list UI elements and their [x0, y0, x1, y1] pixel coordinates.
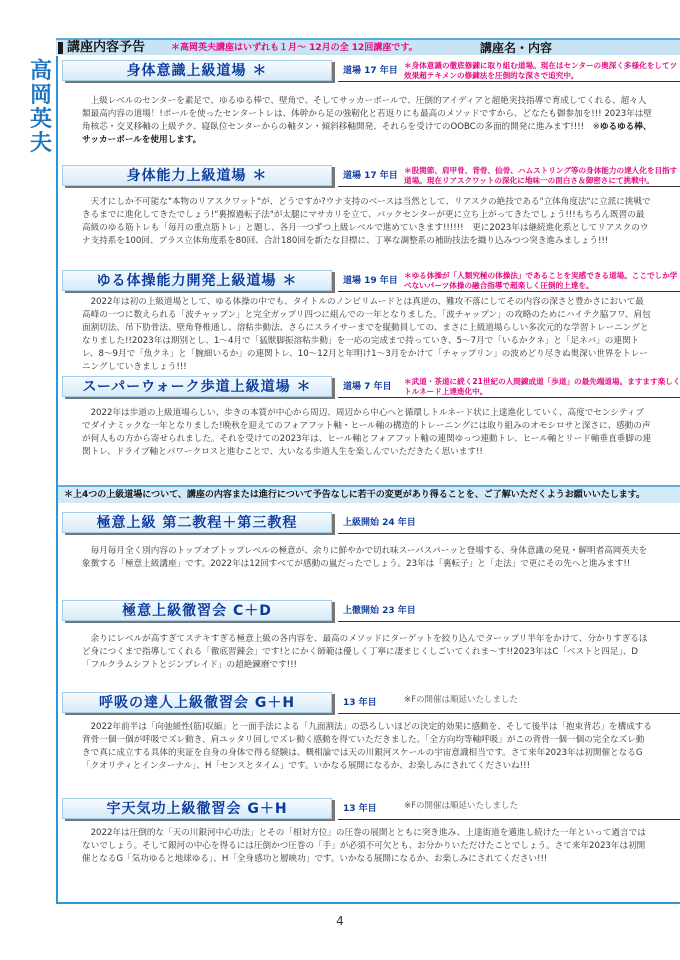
- course-body: 毎月毎月全く別内容のトップオブトップレベルの極意が、余りに鮮やかで切れ味スーパスパーッと登場する、身体意識の発見・解明者高岡英夫を象徴する「極意上級講座」です。2022年は12回すべてが感動の嵐だったでしょう。23年は「裏転子」と「走法」で更にその先へと進みます!!: [82, 546, 648, 569]
- page-title: 講座内容予告: [67, 40, 146, 55]
- course-section: [58, 512, 680, 592]
- course-body: 天才にしか不可能な"本物のリアスクワット"が、どうですか?ウナ支持のベースは当然として、リアスクの絶技である"立体角度法"に立派に挑戦できるまでに進化してきたでしょう!"裏擦過転子法"が太腿にマサカリを立て、バックセンターが更に立ち上がってきたでしょう!!!もちろん既習の最高級のゆる筋トレも「毎月の重点筋トレ」と題し、各月一つずつ上級レベルで進めていきます!!!!!! 更に2023年は継続進化系としてリアスクのウナ支持系を100回、プラス立体角度系を80回、合計180回を新たな目標に、丁寧な調整系の補助技法を織り込みつつ突き進みましょう!!!: [82, 197, 651, 246]
- instructor-name-char: 夫: [29, 131, 52, 156]
- course-title: 呼吸の達人上級徹習会 G＋H: [98, 695, 296, 711]
- course-desc: ＊ゆる体操が「人類究極の体操法」であることを実感できる道場。ここでしか学べないパーツ体操の融合指導で超楽しく圧倒的上達を。: [404, 271, 678, 290]
- course-section: [58, 600, 680, 680]
- course-desc: ※Fの開催は順延いたしました: [404, 801, 519, 811]
- course-section: [58, 376, 680, 480]
- course-years: 上級開始 24 年目: [343, 518, 416, 528]
- instructor-name-char: 高: [29, 59, 52, 84]
- content-frame-bottom: [56, 902, 680, 904]
- course-years: 道場 17 年目: [343, 171, 398, 181]
- course-desc: ＊股関節、肩甲骨、背骨、仙骨、ハムストリング等の身体能力の達人化を目指す道場。現在リアスクワットの深化に地味一の面白さ＆御密さにて挑戦中。: [404, 166, 678, 185]
- course-body: 2022年は圧倒的な「天の川銀河中心功法」とその「相対方位」の圧巻の展開とともに突き進み、上達街道を邁進し続けた一年といって過言ではないでしょう。そして銀河の中心を得るには圧倒かつ圧巻の「手」が必須不可欠とも、お分かりいただけたことでしょう。さて来年2023年は初開催となるG「気功ゆると地球ゆる」、H「全身感功と層映功」です。いかなる展開になるか、お楽しみにされてください!!!: [82, 828, 646, 864]
- course-body: [82, 95, 652, 147]
- course-title: 身体意識上級道場 ＊: [126, 63, 268, 79]
- course-years: 13 年目: [343, 698, 377, 708]
- course-title-box: [62, 798, 332, 819]
- instructor-name-char: 岡: [29, 83, 52, 108]
- change-notice-text: ＊上4つの上級道場について、講座の内容または進行について予告なしに若干の変更があり得ることを、ご了解いただくようお願いいたします。: [64, 490, 646, 500]
- change-notice: [58, 485, 680, 503]
- course-years: 13 年目: [343, 804, 377, 814]
- course-section: [58, 165, 680, 265]
- course-title-box: [62, 512, 332, 533]
- course-section: [58, 798, 680, 898]
- course-title-box: [62, 60, 332, 81]
- course-title-box: [62, 165, 332, 186]
- course-title-box: [62, 270, 332, 291]
- course-title-box: [62, 692, 332, 713]
- column-label: 講座名・内容: [480, 41, 553, 55]
- header-marker: [58, 42, 63, 54]
- course-years: 道場 7 年目: [343, 382, 392, 392]
- course-title: 身体能力上級道場 ＊: [126, 168, 268, 184]
- course-section: [58, 270, 680, 374]
- course-desc: ※Fの開催は順延いたしました: [404, 695, 519, 705]
- course-body: 2022年前半は「向弛緩性(筋)収縮」と一面手法による「九面割法」の恐ろしいほどの決定的効果に感動を、そして後半は「抱束背芯」を構成する背骨一個一個が呼吸でズレ動き、肩ユッタリ回しでズレ動く感動を得ていただきました。「全方向均等軸呼吸」がこの背骨一個一個の完全なズレ動きで真に成立する具体的実証を自身の身体で得る経験は、概相論では天の川銀河スケールの宇宙意識相当です。さて来年2023年は初開催となるG「クオリティとインターナル」、H「センスとタイム」です。いかなる展開になるか、お楽しみにされてくださいね!!!: [82, 722, 652, 771]
- course-years: 上徹開始 23 年目: [343, 606, 416, 616]
- course-body: 2022年は歩道の上級道場らしい、歩きの本質が中心から周辺、周辺から中心へと循環しトルネード状に上達進化していく、高度でセンシティブでダイナミックな一年となりました!晩秋を迎えてのフォアフット軸・ヒール軸の構造的トレーニングには取り組みのオモシロサと深さに、感動の声が何人もの方から寄せられました。それを受けての2023年は、ヒール軸とフォアフット軸の連関ゆっつ連動トレ、ヒール軸とリード軸垂直垂脚の連関トレ、ドライブ軸とパワークロスと進むことで、大いなる歩道人生を楽しんでいただきたく思います!!: [82, 408, 652, 457]
- course-title: 極意上級徹習会 C＋D: [122, 603, 272, 619]
- course-title: 宇天気功上級徹習会 G＋H: [106, 801, 288, 817]
- header-note: ＊高岡英夫講座はいずれも１月～ 12月の全 12回講座です。: [171, 43, 418, 53]
- instructor-name-char: 英: [29, 107, 52, 132]
- course-desc: ＊武道・茶道に続く21世紀の人間錬成道「歩道」の最先端道場。ますます楽しくトルネード上達進化中。: [404, 377, 680, 396]
- header-bar: [56, 38, 680, 55]
- course-body: 2022年は初の上級道場として、ゆる体操の中でも、タイトルのノンビリムードとは真逆の、難攻不落にしてその内容の深さと豊かさにおいて最高峰の一つに数えられる「波チャップン」と完全ガップリ四つに組んでの一年となりました。「波チャップン」の攻略のためにハイテク脇フワ、肩包面割切法、吊下肋骨法、壁角脊椎通し、溶粘歩動法、さらにスライサーまでを縦動員しての、まさに上級道場らしい多次元的な学習トレーニングとなりました!!2023年は期別とし、1～4月で「猛獣脚振溶粘歩動」を一応の完成まで持っていき、5～7月で「いるかクネ」と「足ネバ」の連関トレ、8～9月で「魚クネ」と「腕細いるか」の連関トレ、10～12月と年明け1～3月をかけて「チャップリン」の波めどり尽きぬ奥深い世界をトレーニングしていきましょう!!!: [82, 297, 651, 372]
- course-desc: ＊身体意識の徹底修錬に取り組む道場。現在はセンターの奥深く多様化をしてツ效果超テキメンの修錬法を圧倒的な深さで追究中。: [404, 61, 678, 80]
- course-section: [58, 692, 680, 792]
- course-body: 余りにレベルが高すぎてステキすぎる極意上級の各内容を、最高のメソッドにターゲットを絞り込んでターップリ半年をかけて、分かりすぎるほど身につくまで指導してくれる「徹底習錬会」です!とにかく師範は優しく丁寧に凄まじくしごいてくれま～す!!2023年はC「ベストと四足」、D「フルクラムシフトとジンブレイド」の超絶錬磨です!!!: [82, 634, 648, 670]
- course-years: 道場 19 年目: [343, 276, 398, 286]
- course-title: スーパーウォーク歩道上級道場 ＊: [82, 379, 312, 395]
- instructor-name: [28, 60, 54, 156]
- course-title: ゆる体操能力開発上級道場 ＊: [96, 273, 298, 289]
- course-body-bold: ゆるゆる棒、サッカーボールを使用します。: [82, 122, 652, 145]
- course-years: 道場 17 年目: [343, 66, 398, 76]
- course-title-box: [62, 600, 332, 621]
- course-section: [58, 60, 680, 160]
- page-number: 4: [336, 914, 344, 928]
- course-title-box: [62, 376, 332, 397]
- course-title: 極意上級 第二教程＋第三教程: [96, 515, 298, 531]
- course-body-text: 上級レベルのセンターを素足で、ゆるゆる棒で、壁角で、そしてサッカーボールで、圧倒的アイディアと超絶実技指導で育成してくれる、超々人類最高内容の道場！!ボールを使ったセンタートレは、体幹から足の強靭化と若返りにも最高のメソッドですから、どなたも御参加を!!! 2023年は壁角核芯・交叉移軸の上級テク、寝臥位センターからの軸タン・傾斜移軸開発、それらを受けてのOOBCの多面的開発に進みます!!!! ※: [82, 96, 652, 132]
